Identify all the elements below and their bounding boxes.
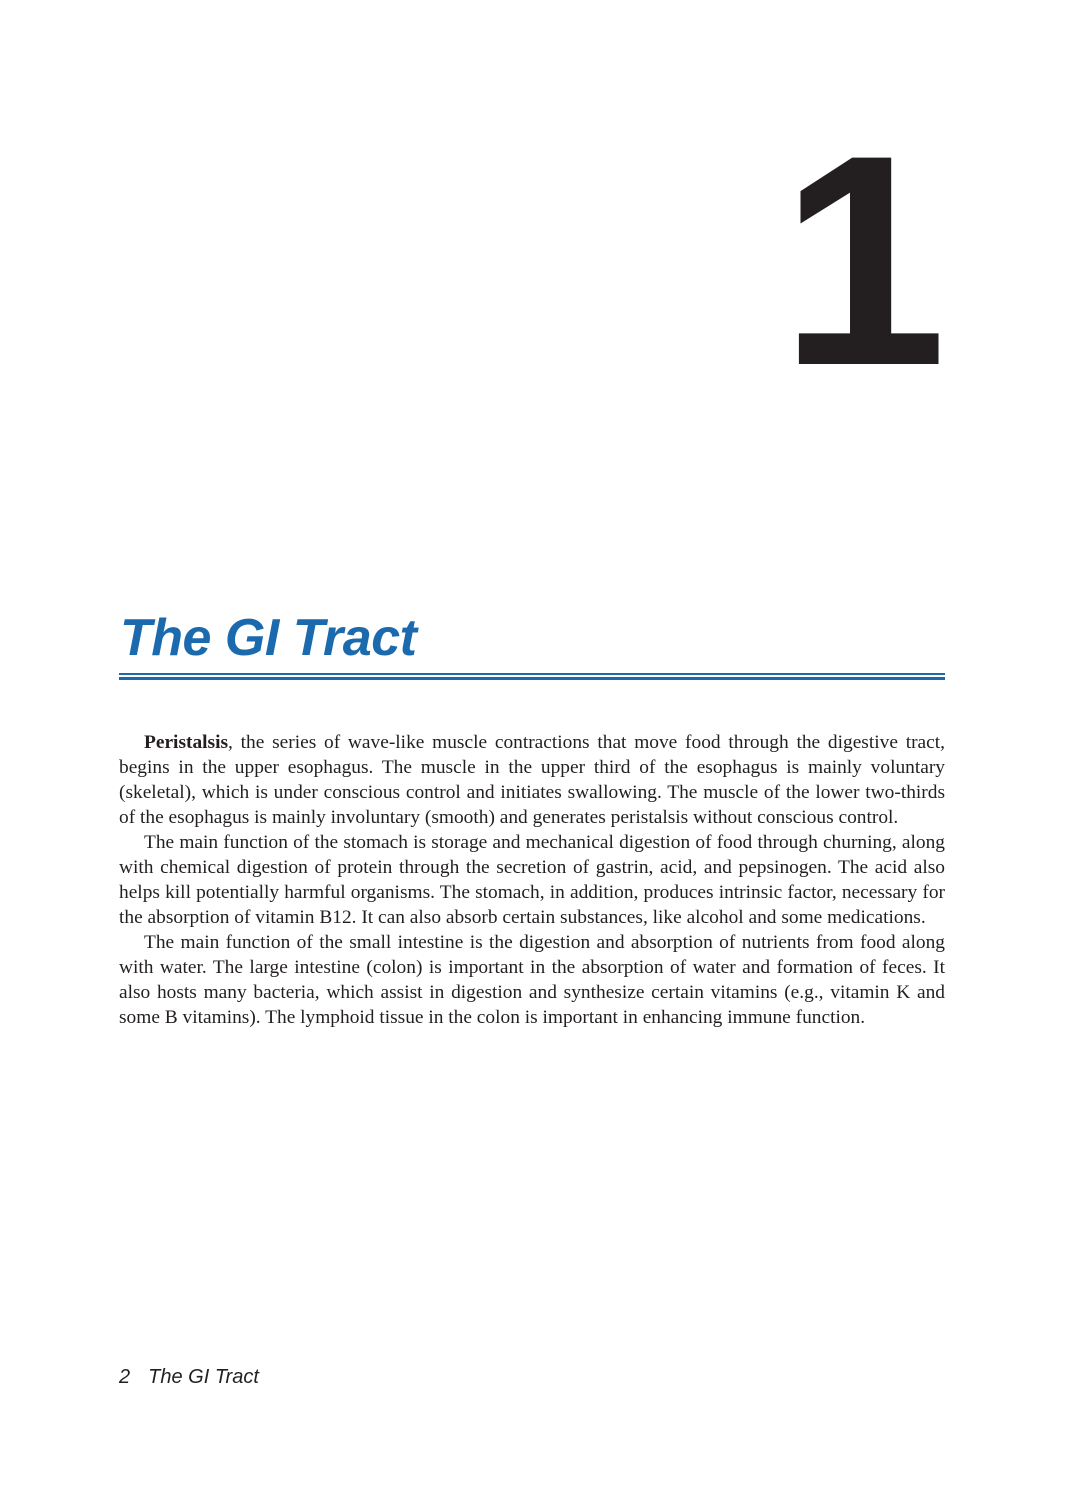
- chapter-title: The GI Tract: [120, 609, 417, 667]
- running-title: The GI Tract: [148, 1366, 259, 1388]
- paragraph-intestine: The main function of the small intestine is the digestion and absorption of nutrients from food along with water. The large intestine (colon) is important in the absorption of water and formation of feces. It also hosts many bacteria, which assist in digestion and synthesize certain vitamins (e.g., vitamin K and some B vitamins). The lymphoid tissue in the colon is important in enhancing immune function.: [119, 932, 945, 1028]
- body-text: [119, 730, 945, 1030]
- key-term: Peristalsis: [144, 732, 229, 753]
- title-divider: [119, 673, 945, 680]
- chapter-number: 1: [780, 92, 939, 428]
- paragraph-text: , the series of wave-like muscle contractions that move food through the digestive tract, begins in the upper esophagus. The muscle in the upper third of the esophagus is mainly voluntary (skeletal), which is under conscious control and initiates swallowing. The muscle of the lower two-thirds of the esophagus is mainly involuntary (smooth) and generates peristalsis without conscious control.: [119, 732, 945, 828]
- page-footer: [119, 1364, 259, 1390]
- paragraph-peristalsis: [119, 730, 945, 830]
- paragraph-stomach: The main function of the stomach is storage and mechanical digestion of food through churning, along with chemical digestion of protein through the secretion of gastrin, acid, and pepsinogen. The acid also helps kill potentially harmful organisms. The stomach, in addition, produces intrinsic factor, necessary for the absorption of vitamin B12. It can also absorb certain substances, like alcohol and some medications.: [119, 832, 945, 928]
- page-number: 2: [119, 1366, 131, 1388]
